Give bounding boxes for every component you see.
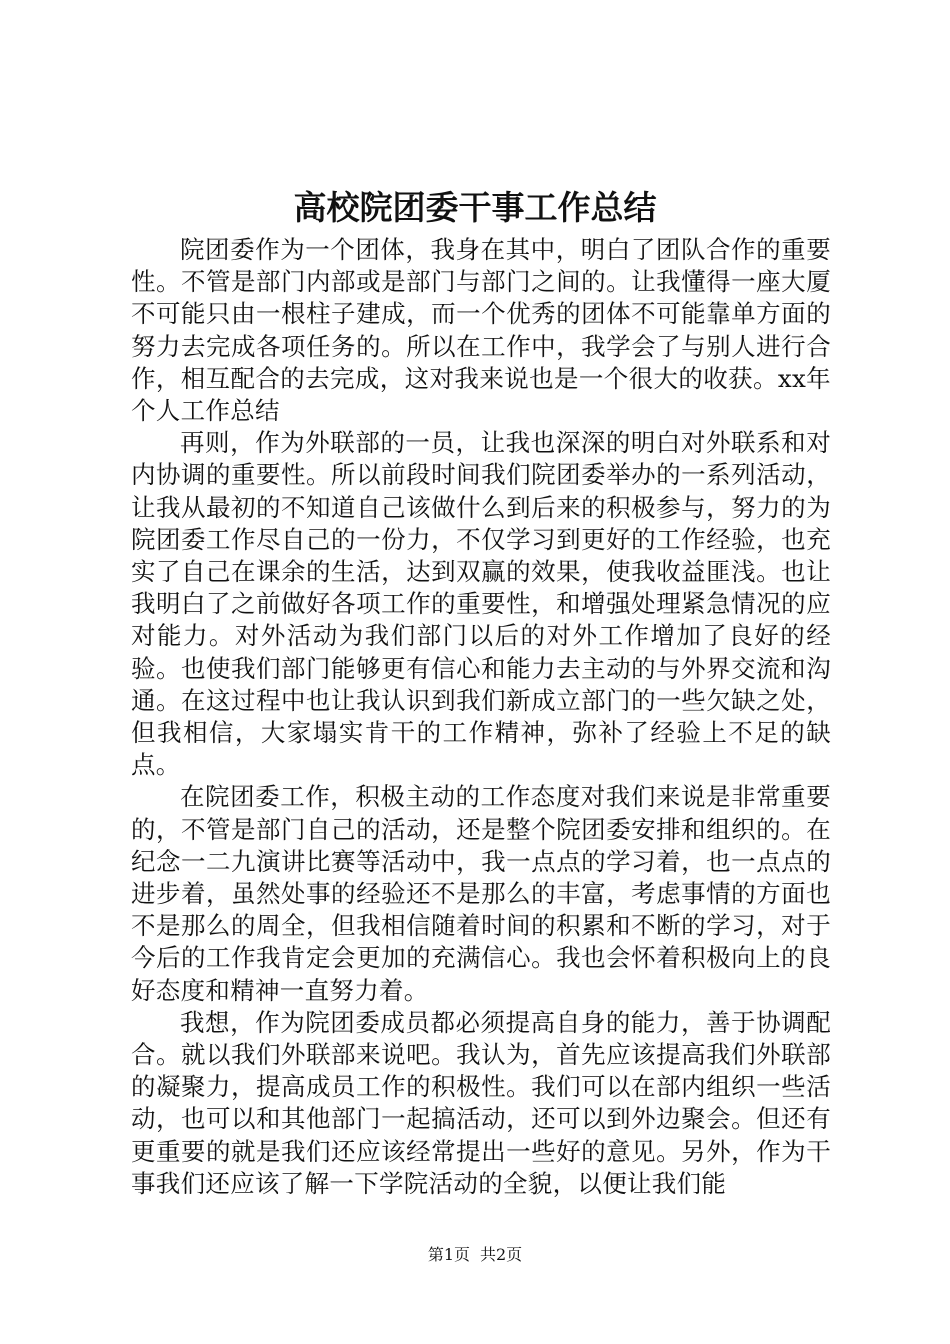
paragraph-2: 再则，作为外联部的一员，让我也深深的明白对外联系和对内协调的重要性。所以前段时间我们院团委举办的一系列活动，让我从最初的不知道自己该做什么到后来的积极参与，努力的为院团委工作尽自己的一份力，不仅学习到更好的工作经验，也充实了自己在课余的生活，达到双赢的效果，使我收益匪浅。也让我明白了之前做好各项工作的重要性，和增强处理紧急情况的应对能力。对外活动为我们部门以后的对外工作增加了良好的经验。也使我们部门能够更有信心和能力去主动的与外界交流和沟通。在这过程中也让我认识到我们新成立部门的一些欠缺之处，但我相信，大家塌实肯干的工作精神，弥补了经验上不足的缺点。 <box>131 428 831 780</box>
page-total: 共2页 <box>480 1245 523 1264</box>
page-number: 第1页 <box>427 1245 470 1264</box>
document-title: 高校院团委干事工作总结 <box>293 188 657 227</box>
document-body <box>131 234 831 1200</box>
paragraph-4: 我想，作为院团委成员都必须提高自身的能力，善于协调配合。就以我们外联部来说吧。我认为，首先应该提高我们外联部的凝聚力，提高成员工作的积极性。我们可以在部内组织一些活动，也可以和其他部门一起搞活动，还可以到外边聚会。但还有更重要的就是我们还应该经常提出一些好的意见。另外，作为干事我们还应该了解一下学院活动的全貌，以便让我们能 <box>131 1007 831 1198</box>
paragraph-1: 院团委作为一个团体，我身在其中，明白了团队合作的重要性。不管是部门内部或是部门与部门之间的。让我懂得一座大厦不可能只由一根柱子建成，而一个优秀的团体不可能靠单方面的努力去完成各项任务的。所以在工作中，我学会了与别人进行合作，相互配合的去完成，这对我来说也是一个很大的收获。xx年个人工作总结 <box>131 235 831 426</box>
paragraph-3: 在院团委工作，积极主动的工作态度对我们来说是非常重要的，不管是部门自己的活动，还是整个院团委安排和组织的。在纪念一二九演讲比赛等活动中，我一点点的学习着，也一点点的进步着，虽然处事的经验还不是那么的丰富，考虑事情的方面也不是那么的周全，但我相信随着时间的积累和不断的学习，对于今后的工作我肯定会更加的充满信心。我也会怀着积极向上的良好态度和精神一直努力着。 <box>131 782 831 1005</box>
page-footer <box>0 1245 950 1265</box>
